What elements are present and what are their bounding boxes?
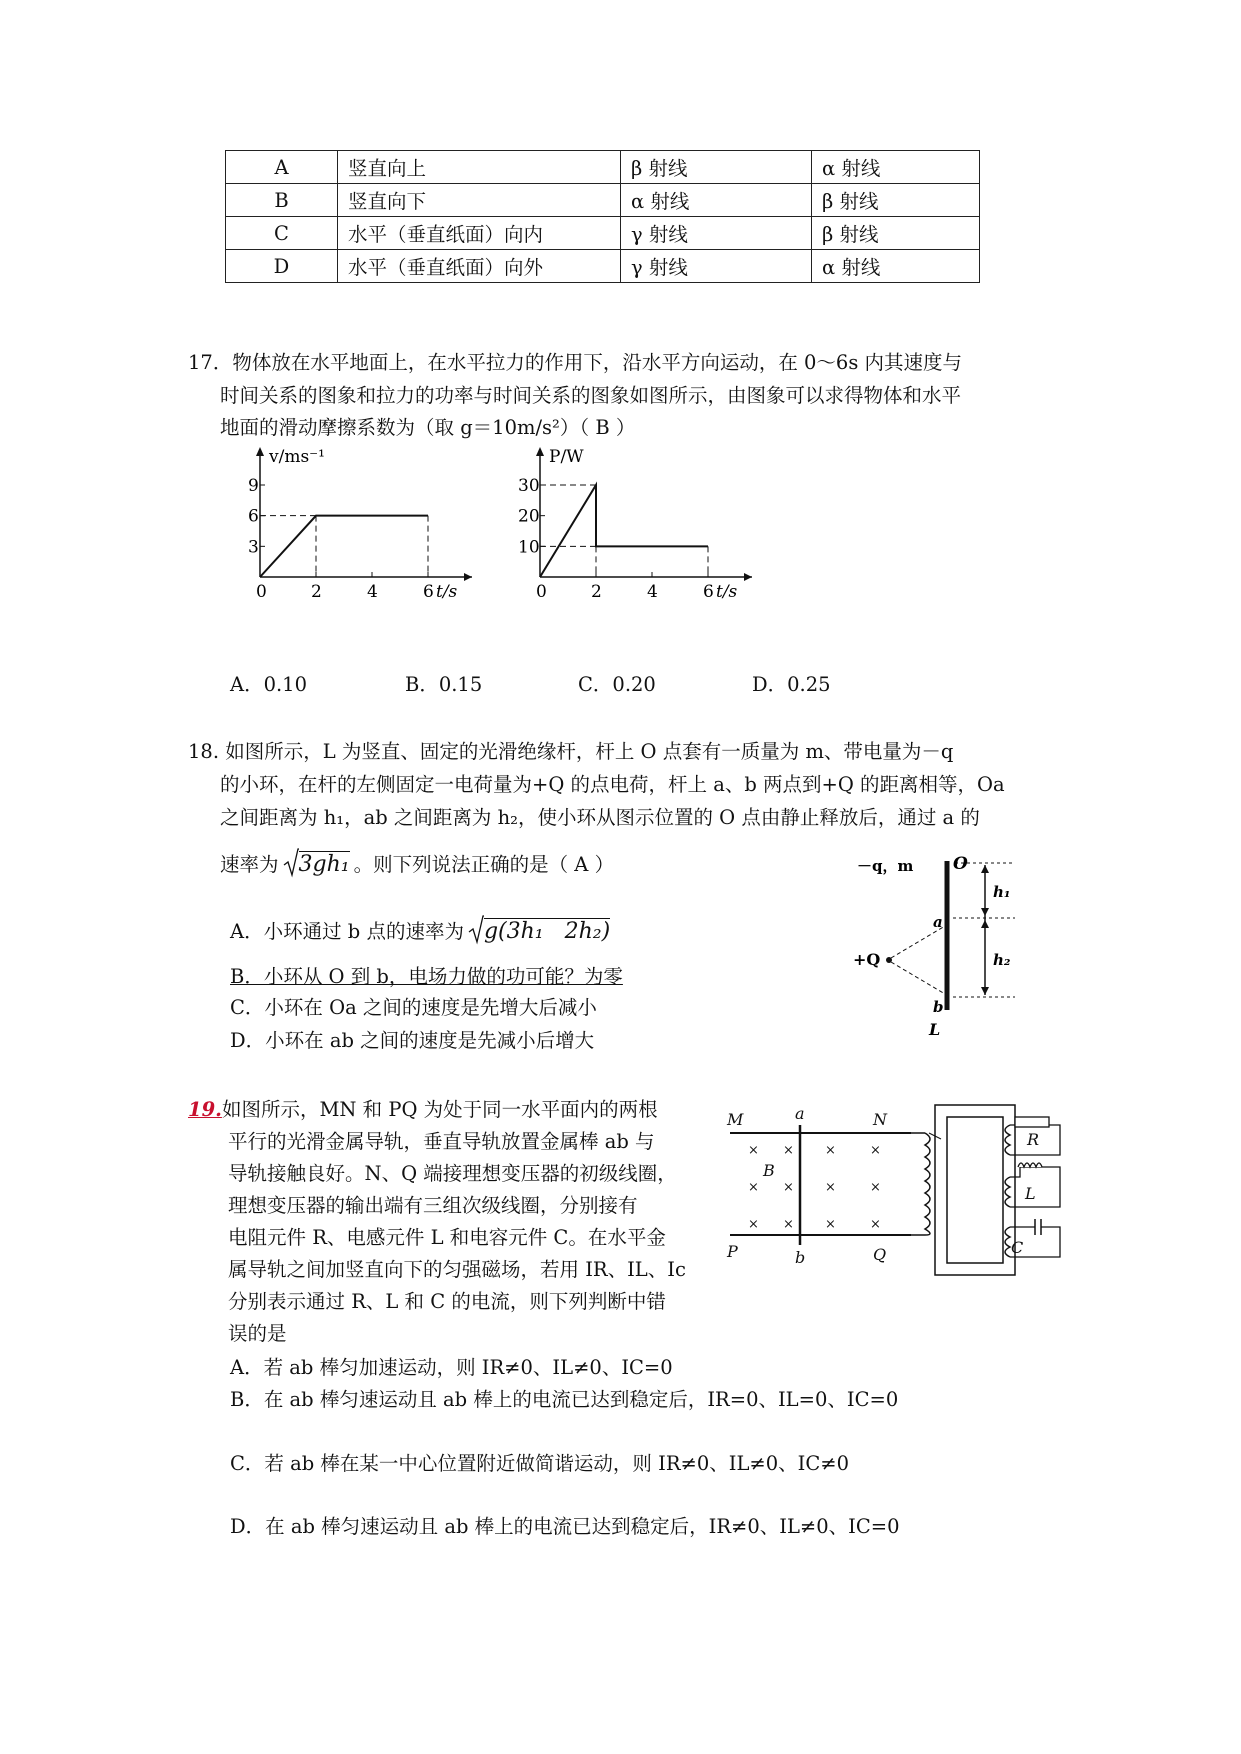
fig19-N-label: N	[873, 1110, 887, 1129]
rail-transformer-figure	[715, 1095, 1060, 1285]
x-axis-label: t/s	[716, 582, 738, 602]
fig18-h2-label: h₂	[993, 951, 1011, 969]
table-row	[226, 250, 980, 283]
table-cell: β 射线	[621, 151, 812, 184]
y-tick-label: 10	[518, 537, 540, 558]
q19-line1: 19.如图所示，MN 和 PQ 为处于同一水平面内的两根	[188, 1098, 658, 1121]
y-axis-arrow	[256, 447, 264, 456]
svg-text:×: ×	[748, 1180, 759, 1195]
table-row	[226, 151, 980, 184]
fig19-R-label: R	[1027, 1130, 1040, 1149]
x-tick-label: 2	[311, 582, 322, 602]
q19-line2: 平行的光滑金属导轨，垂直导轨放置金属棒 ab 与	[228, 1130, 655, 1153]
q19-line4: 理想变压器的输出端有三组次级线圈，分别接有	[228, 1194, 638, 1217]
data-line	[540, 485, 708, 577]
y-tick-label: 6	[248, 506, 259, 527]
table-cell: α 射线	[621, 184, 812, 217]
q19-line7: 分别表示通过 R、L 和 C 的电流，则下列判断中错	[228, 1290, 666, 1313]
svg-text:×: ×	[783, 1143, 794, 1158]
fig18-b-label: b	[933, 998, 944, 1016]
table-cell: A	[226, 151, 338, 184]
svg-text:×: ×	[870, 1143, 881, 1158]
y-tick-label: 20	[518, 506, 540, 527]
fig18-h1-label: h₁	[993, 883, 1011, 901]
q18-option-b: B．小环从 O 到 b，电场力做的功可能？为零	[230, 965, 623, 988]
y-axis-label: v/ms⁻¹	[269, 447, 325, 467]
q17-option-d: D．0.25	[752, 673, 831, 696]
x-axis-label: t/s	[436, 582, 458, 602]
q18-line4: 速率为 3gh₁ 。则下列说法正确的是（ A ）	[220, 853, 614, 877]
q17-option-c: C．0.20	[578, 673, 656, 696]
q18-line2: 的小环，在杆的左侧固定一电荷量为+Q 的点电荷，杆上 a、b 两点到+Q 的距离相等，Oa	[220, 773, 1005, 796]
table-cell: α 射线	[812, 250, 980, 283]
table-cell: β 射线	[812, 217, 980, 250]
q18-option-d: D．小环在 ab 之间的速度是先减小后增大	[230, 1029, 595, 1052]
table-cell: 竖直向下	[338, 184, 621, 217]
table-cell: 竖直向上	[338, 151, 621, 184]
fig18-O-label: O	[953, 854, 968, 874]
x-tick-label: 4	[647, 582, 658, 602]
table-cell: γ 射线	[621, 250, 812, 283]
svg-text:×: ×	[825, 1180, 836, 1195]
svg-text:×: ×	[783, 1180, 794, 1195]
table-cell: 水平（垂直纸面）向外	[338, 250, 621, 283]
q18-option-c: C．小环在 Oa 之间的速度是先增大后减小	[230, 996, 597, 1019]
x-tick-label: 4	[367, 582, 378, 602]
fig19-Q-label: Q	[873, 1245, 887, 1264]
x-axis-arrow	[464, 573, 472, 581]
q17-option-a: A．0.10	[230, 673, 308, 696]
x-tick-label: 0	[256, 582, 267, 602]
q18-line1: 18. 如图所示，L 为竖直、固定的光滑绝缘杆，杆上 O 点套有一质量为 m、带电量为－q	[188, 740, 954, 763]
table-cell: C	[226, 217, 338, 250]
q17-line1: 17．物体放在水平地面上，在水平拉力的作用下，沿水平方向运动，在 0～6s 内其速度与	[188, 351, 963, 374]
options-table	[225, 150, 980, 283]
svg-text:×: ×	[748, 1217, 759, 1232]
y-tick-label: 3	[248, 537, 259, 558]
q19-line5: 电阻元件 R、电感元件 L 和电容元件 C。在水平金	[228, 1226, 666, 1249]
x-tick-label: 2	[591, 582, 602, 602]
velocity-time-chart	[248, 445, 515, 670]
q18-line3: 之间距离为 h₁，ab 之间距离为 h₂，使小环从图示位置的 O 点由静止释放后，通过 a 的	[220, 806, 980, 829]
fig18-L-label: L	[929, 1020, 941, 1039]
y-axis-label: P/W	[549, 447, 584, 467]
svg-text:×: ×	[783, 1217, 794, 1232]
fig18-charge-label: －q，m	[857, 857, 914, 875]
q18-option-a: A．小环通过 b 点的速率为 g(3h₁ 2h₂)	[230, 920, 610, 944]
q19-line3: 导轨接触良好。N、Q 端接理想变压器的初级线圈，	[228, 1162, 677, 1185]
x-tick-label: 6	[423, 582, 434, 602]
q17-line2: 时间关系的图象和拉力的功率与时间关系的图象如图所示，由图象可以求得物体和水平	[220, 384, 962, 407]
data-line	[260, 516, 428, 577]
power-time-chart	[518, 445, 795, 670]
q19-line8: 误的是	[228, 1322, 287, 1345]
q19-line6: 属导轨之间加竖直向下的匀强磁场，若用 IR、IL、Ic	[228, 1258, 686, 1281]
table-cell: β 射线	[812, 184, 980, 217]
x-tick-label: 6	[703, 582, 714, 602]
fig19-L-label: L	[1025, 1184, 1036, 1203]
q17-line3: 地面的滑动摩擦系数为（取 g＝10m/s²）（ B ）	[220, 416, 636, 439]
y-axis-arrow	[536, 447, 544, 456]
table-row	[226, 184, 980, 217]
svg-text:×: ×	[870, 1217, 881, 1232]
table-cell: B	[226, 184, 338, 217]
q19-option-a: A．若 ab 棒匀加速运动，则 IR≠0、IL≠0、IC=0	[230, 1356, 673, 1379]
q19-option-c: C．若 ab 棒在某一中心位置附近做简谐运动，则 IR≠0、IL≠0、IC≠0	[230, 1452, 850, 1475]
fig18-a-label: a	[933, 913, 943, 931]
ring-rod-charge-figure	[845, 855, 1035, 1040]
y-tick-label: 30	[518, 476, 540, 496]
table-cell: 水平（垂直纸面）向内	[338, 217, 621, 250]
q19-option-d: D．在 ab 棒匀速运动且 ab 棒上的电流已达到稳定后，IR≠0、IL≠0、IC=0	[230, 1515, 900, 1538]
table-row	[226, 217, 980, 250]
table-cell: α 射线	[812, 151, 980, 184]
fig19-P-label: P	[727, 1242, 738, 1261]
svg-text:×: ×	[825, 1217, 836, 1232]
y-tick-label: 9	[248, 476, 259, 496]
table-cell: D	[226, 250, 338, 283]
x-tick-label: 0	[536, 582, 547, 602]
x-axis-arrow	[744, 573, 752, 581]
fig18-Q-label: +Q	[853, 950, 881, 969]
q19-number: 19.	[188, 1098, 222, 1121]
q19-option-b: B．在 ab 棒匀速运动且 ab 棒上的电流已达到稳定后，IR=0、IL=0、IC=0	[230, 1388, 899, 1411]
fig19-M-label: M	[727, 1110, 744, 1129]
fig19-B-label: B	[763, 1161, 775, 1180]
fig19-b-label: b	[795, 1248, 806, 1267]
svg-text:×: ×	[825, 1143, 836, 1158]
table-cell: γ 射线	[621, 217, 812, 250]
fig19-a-label: a	[795, 1104, 805, 1123]
fig19-C-label: C	[1011, 1238, 1024, 1257]
svg-text:×: ×	[870, 1180, 881, 1195]
q17-option-b: B．0.15	[405, 673, 483, 696]
svg-text:×: ×	[748, 1143, 759, 1158]
